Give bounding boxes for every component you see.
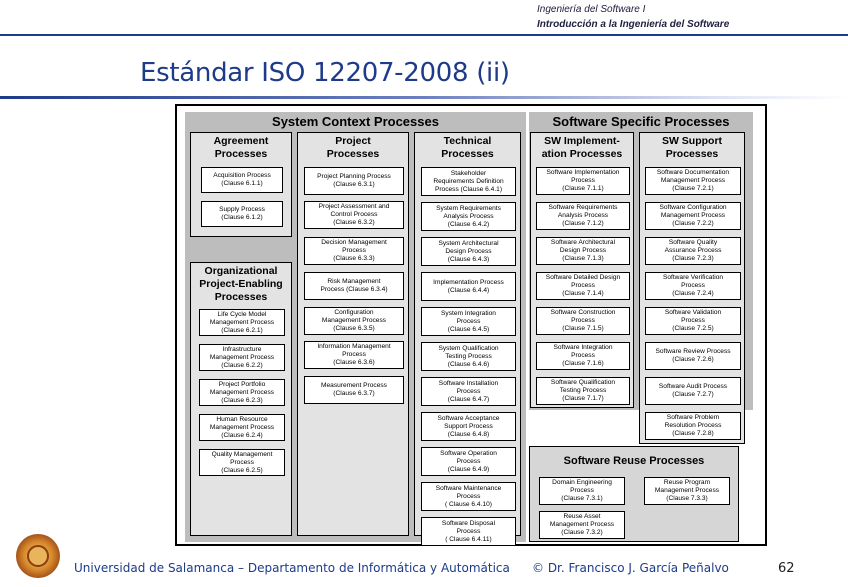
process-box: System Requirements Analysis Process (Clause 6.4.2) bbox=[421, 202, 516, 231]
process-box: Software Review Process (Clause 7.2.6) bbox=[645, 342, 741, 370]
process-box: Implementation Process (Clause 6.4.4) bbox=[421, 272, 516, 301]
sw-implementation-column bbox=[530, 132, 634, 408]
organizational-column bbox=[190, 262, 292, 536]
process-box: System Architectural Design Process (Clause 6.4.3) bbox=[421, 237, 516, 266]
agreement-title: Agreement Processes bbox=[213, 135, 269, 160]
process-box: Software Validation Process (Clause 7.2.5) bbox=[645, 307, 741, 335]
agreement-column bbox=[190, 132, 292, 237]
process-box: Acquisition Process (Clause 6.1.1) bbox=[201, 167, 283, 193]
software-specific-panel bbox=[529, 112, 753, 437]
process-box: Software Configuration Management Process (Clause 7.2.2) bbox=[645, 202, 741, 230]
process-box: Software Maintenance Process ( Clause 6.4.10) bbox=[421, 482, 516, 511]
process-box: Software Problem Resolution Process (Clause 7.2.8) bbox=[645, 412, 741, 440]
project-column bbox=[297, 132, 409, 536]
process-box: Infrastructure Management Process (Clause 6.2.2) bbox=[199, 344, 285, 371]
sw-support-title: SW Support Processes bbox=[661, 135, 723, 160]
process-box: Decision Management Process (Clause 6.3.3) bbox=[304, 237, 404, 265]
footer-institution: Universidad de Salamanca – Departamento de Informática y Automática bbox=[74, 561, 510, 575]
process-box: Software Operation Process (Clause 6.4.9) bbox=[421, 447, 516, 476]
header-divider bbox=[0, 34, 848, 36]
technical-title: Technical Processes bbox=[441, 135, 494, 160]
process-box: Software Quality Assurance Process (Clause 7.2.3) bbox=[645, 237, 741, 265]
process-box: Software Audit Process (Clause 7.2.7) bbox=[645, 377, 741, 405]
process-box: Software Implementation Process (Clause 7.1.1) bbox=[536, 167, 630, 195]
process-box: Human Resource Management Process (Clause 6.2.4) bbox=[199, 414, 285, 441]
process-box: Software Verification Process (Clause 7.2.4) bbox=[645, 272, 741, 300]
process-box: Software Documentation Management Process (Clause 7.2.1) bbox=[645, 167, 741, 195]
process-box: Software Qualification Testing Process (Clause 7.1.7) bbox=[536, 377, 630, 405]
page-number: 62 bbox=[778, 561, 795, 576]
process-box: Software Requirements Analysis Process (Clause 7.1.2) bbox=[536, 202, 630, 230]
process-box: Software Construction Process (Clause 7.1.5) bbox=[536, 307, 630, 335]
organizational-title: Organizational Project-Enabling Processes bbox=[199, 265, 283, 303]
process-box: Configuration Management Process (Clause 6.3.5) bbox=[304, 307, 404, 335]
iso-12207-diagram bbox=[175, 104, 767, 546]
process-box: Supply Process (Clause 6.1.2) bbox=[201, 201, 283, 227]
university-seal-icon bbox=[16, 534, 60, 578]
process-box: Domain Engineering Process (Clause 7.3.1) bbox=[539, 477, 625, 505]
process-box: Risk Management Process (Clause 6.3.4) bbox=[304, 272, 404, 300]
process-box: Software Installation Process (Clause 6.4.7) bbox=[421, 377, 516, 406]
sw-implementation-title: SW Implement- ation Processes bbox=[541, 135, 623, 160]
process-box: Life Cycle Model Management Process (Clause 6.2.1) bbox=[199, 309, 285, 336]
course-subtitle: Introducción a la Ingeniería del Software bbox=[537, 19, 730, 30]
system-context-title: System Context Processes bbox=[272, 114, 439, 129]
process-box: Software Architectural Design Process (Clause 7.1.3) bbox=[536, 237, 630, 265]
process-box: Information Management Process (Clause 6.3.6) bbox=[304, 341, 404, 369]
process-box: Project Assessment and Control Process (Clause 6.3.2) bbox=[304, 201, 404, 229]
sw-support-column bbox=[639, 132, 745, 444]
process-box: Project Planning Process (Clause 6.3.1) bbox=[304, 167, 404, 195]
title-underline bbox=[0, 96, 848, 99]
process-box: Reuse Asset Management Process (Clause 7.3.2) bbox=[539, 511, 625, 539]
sw-reuse-panel bbox=[529, 446, 739, 542]
project-title: Project Processes bbox=[326, 135, 380, 160]
process-box: Reuse Program Management Process (Clause 7.3.3) bbox=[644, 477, 730, 505]
system-context-panel bbox=[185, 112, 526, 542]
software-specific-title: Software Specific Processes bbox=[552, 114, 730, 129]
process-box: Software Integration Process (Clause 7.1.6) bbox=[536, 342, 630, 370]
process-box: Project Portfolio Management Process (Clause 6.2.3) bbox=[199, 379, 285, 406]
process-box: Quality Management Process (Clause 6.2.5) bbox=[199, 449, 285, 476]
process-box: System Qualification Testing Process (Clause 6.4.6) bbox=[421, 342, 516, 371]
technical-column bbox=[414, 132, 521, 543]
sw-reuse-title: Software Reuse Processes bbox=[563, 455, 705, 467]
course-name: Ingeniería del Software I bbox=[537, 4, 646, 15]
process-box: System Integration Process (Clause 6.4.5) bbox=[421, 307, 516, 336]
process-box: Stakeholder Requirements Definition Process (Clause 6.4.1) bbox=[421, 167, 516, 196]
process-box: Software Detailed Design Process (Clause 7.1.4) bbox=[536, 272, 630, 300]
process-box: Measurement Process (Clause 6.3.7) bbox=[304, 376, 404, 404]
process-box: Software Disposal Process ( Clause 6.4.11) bbox=[421, 517, 516, 546]
process-box: Software Acceptance Support Process (Clause 6.4.8) bbox=[421, 412, 516, 441]
footer-author: © Dr. Francisco J. García Peñalvo bbox=[532, 561, 729, 575]
slide-title: Estándar ISO 12207-2008 (ii) bbox=[140, 58, 510, 88]
